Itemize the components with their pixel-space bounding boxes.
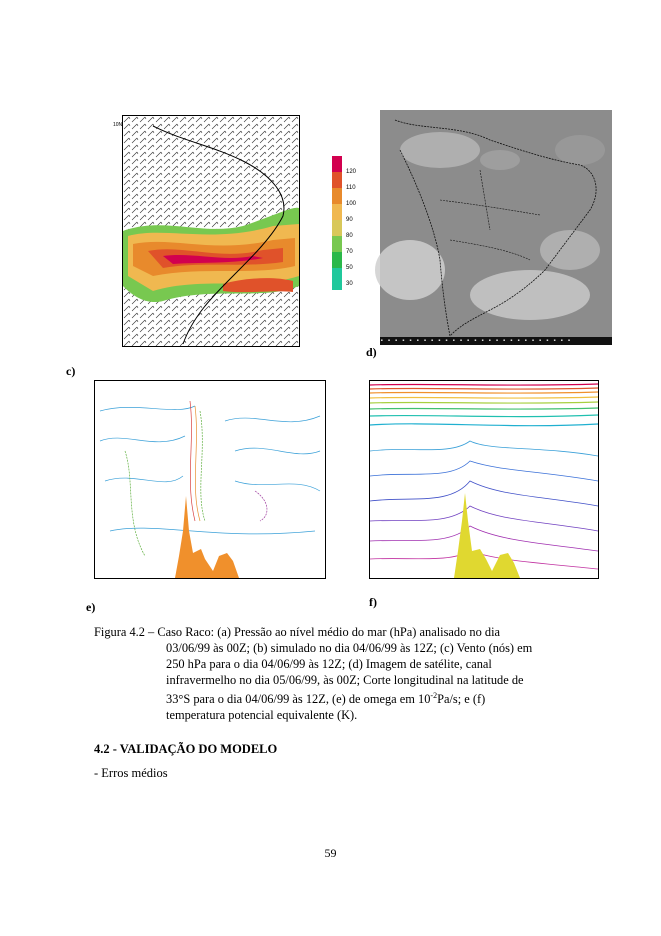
legend-label: 100 (346, 201, 357, 207)
panel-label-d: d) (366, 345, 377, 359)
figure-caption (94, 624, 567, 723)
caption-line: Figura 4.2 – Caso Raco: (a) Pressão ao nível médio do mar (hPa) analisado no dia (94, 625, 501, 639)
legend-swatch (332, 156, 342, 172)
legend-swatch (332, 252, 342, 268)
legend-label: 110 (346, 185, 356, 191)
legend-label: 70 (346, 249, 353, 255)
omega-cross-section (95, 381, 325, 578)
panel-label-c: c) (66, 364, 76, 378)
legend-swatch (332, 236, 342, 252)
legend-label: 120 (346, 169, 357, 175)
panel-label-f: f) (369, 595, 377, 609)
legend-swatch (332, 220, 342, 236)
caption-line: 250 hPa para o dia 04/06/99 às 12Z; (d) Imagem de satélite, canal (166, 657, 492, 671)
caption-line: 03/06/99 às 00Z; (b) simulado no dia 04/06/99 às 12Z; (c) Vento (nós) em (166, 641, 533, 655)
caption-line: infravermelho no dia 05/06/99, às 00Z; Corte longitudinal na latitude de (166, 673, 524, 687)
legend-label: 30 (346, 281, 353, 287)
wind-map-panel (113, 115, 300, 347)
panel-label-e: e) (86, 600, 96, 614)
wind-legend (332, 156, 362, 291)
legend-swatch (332, 204, 342, 220)
omega-cross-section-panel (94, 380, 326, 579)
subsection-title: - Erros médios (94, 766, 168, 780)
theta-e-cross-section-panel (369, 380, 599, 579)
legend-label: 90 (346, 217, 353, 223)
section-title: 4.2 - VALIDAÇÃO DO MODELO (94, 742, 278, 756)
satellite-image (380, 110, 612, 338)
svg-text:10N: 10N (113, 122, 123, 128)
theta-e-cross-section (370, 381, 598, 578)
caption-line-tail: Pa/s; e (f) (437, 692, 486, 707)
legend-label: 50 (346, 265, 353, 271)
caption-line: temperatura potencial equivalente (K). (166, 708, 358, 723)
legend-swatch (332, 172, 342, 188)
caption-line (94, 688, 567, 707)
satellite-image-panel (380, 110, 612, 338)
legend-swatch (332, 268, 342, 290)
legend-swatch (332, 188, 342, 204)
page-number: 59 (324, 846, 337, 860)
caption-line-text: 33°S para o dia 04/06/99 às 12Z, (e) de omega em 10 (166, 692, 431, 707)
wind-map-figure (113, 116, 299, 346)
legend-label: 80 (346, 233, 353, 239)
satellite-info-strip: ▪ ▪ ▪ ▪ ▪ ▪ ▪ ▪ ▪ ▪ ▪ ▪ ▪ ▪ ▪ ▪ ▪ ▪ ▪ ▪ ▪ ▪ ▪ ▪ ▪ ▪ ▪ (380, 337, 612, 345)
caption-superscript: -2 (430, 691, 438, 700)
